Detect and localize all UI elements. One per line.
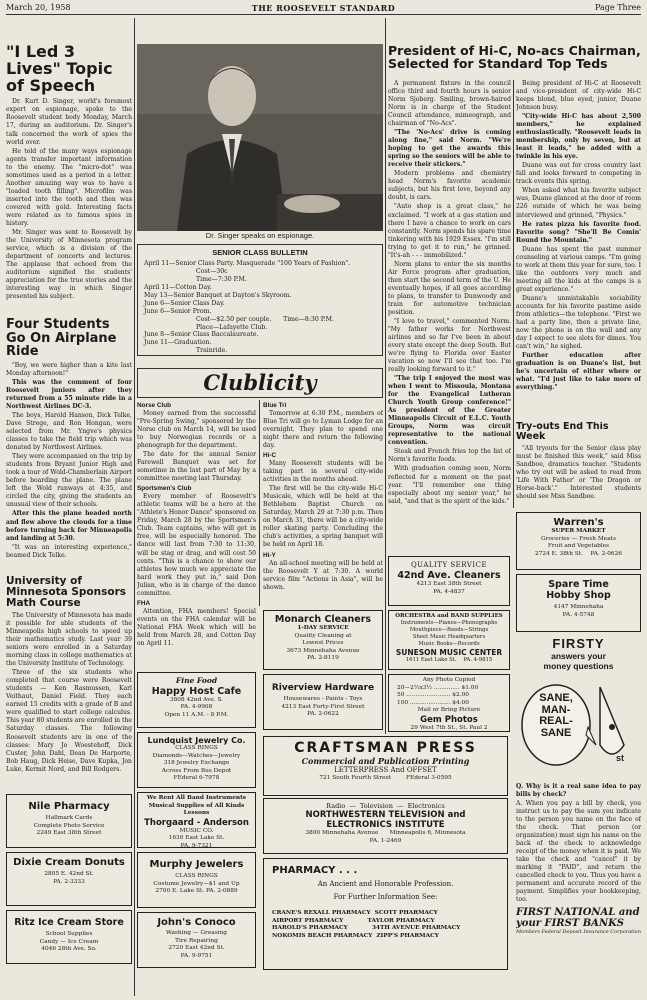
paragraph: "All tryouts for the Senior class play must be finished this week," said Miss Sandboe, dramatics teacher. "Students who try out will be asked to read from 'Life With Father' or 'The Dragon or Horse-back'." Interested students should see Miss Sandboe.: [516, 444, 641, 501]
ad-line: 50 ........................ $2.00: [397, 692, 469, 699]
paragraph: He rates pizza his favorite food. Favorite song? "She'll Be Comin' Round the Mountain.": [516, 220, 641, 244]
ad-line: PA. 4-4837: [433, 588, 465, 595]
ad-title: 42nd Ave. Cleaners: [397, 570, 501, 582]
story-top-teds-headline: [388, 44, 641, 80]
paragraph: With graduation coming soon, Norm reflected for a moment on the past year. "I'll remember one thing especially about my senior year," he said, "and that is the spirit of the kids.": [388, 465, 511, 505]
bubble-line: SANE: [540, 726, 572, 739]
paragraph: They were accompanied on the trip by students from Bryant Junior High and took a tour of Wold-Chamberlain Airport before boarding the plane. The plane left the Wold runways at 4:35, and circled the city, giving the students an unusual view of their schools.: [6, 453, 132, 509]
ad-line: 4213 East Forty-First Street: [281, 703, 365, 710]
ad-line: We Rent All Band Instruments Musical Supplies of All Kinds Lessons: [146, 795, 247, 817]
paragraph: This was the comment of four Roosevelt juniors after they returned from a 55 minute ride in a Northwest Airlines DC-3.: [6, 378, 132, 411]
firsty-question: Q. Why is it a real sane idea to pay bills by check?: [516, 783, 641, 799]
paragraph: Modern problems and chemistry head Norm's favorite academic subjects, but his first love, beyond any doubt, is cars.: [388, 170, 511, 202]
club-heading: Hi-Y: [263, 551, 276, 559]
bulletin-line: Cost—$2.50 per couple. Time—8:30 P.M.: [196, 315, 334, 323]
paragraph: The University of Minnesota has made it possible for able students of the Minneapolis high schools to speed up their mathematics study. Last year 39 seniors were enrolled in a Saturday morning class in college mathematics at the University Institute of Technology.: [6, 612, 132, 668]
headline: Four Students Go On Airplane Ride: [6, 318, 117, 360]
paragraph: After this the plane headed north and flew above the clouds for a time before turning back for Minneapolis and landing at 5:30.: [6, 510, 132, 542]
ad-line: 2805 E. 42nd St.: [44, 871, 94, 877]
paragraph: An all-school meeting will be held at the Roosevelt Y at 7:30. A world service film "Actions in Asia", will be shown.: [263, 559, 383, 591]
bulletin-line: June 11—Graduation.: [144, 339, 212, 347]
ad-happy-host-cafe: [137, 672, 256, 728]
ad-line: Fine Food: [175, 676, 218, 685]
ad-line: Washing — Greasing: [166, 930, 227, 936]
ad-line: An Ancient and Honorable Profession.: [317, 880, 454, 888]
bulletin-line: May 13—Senior Banquet at Dayton's Skyroom.: [144, 291, 292, 299]
ad-line: 721 South Fourth Street FEderal 3-0595: [319, 775, 452, 782]
svg-text:st: st: [616, 753, 625, 763]
pharmacy-list-line: CRANE'S REXALL PHARMACY SCOTT PHARMACY: [272, 910, 438, 917]
bulletin-line: April 11—Cotton Day.: [144, 283, 212, 291]
paragraph: When asked what his favorite subject was, Duane glanced at the door of room 226 outside of which he was being interviewed and grinned, "Physics.": [516, 187, 641, 219]
ad-riverview-hardware: [263, 674, 383, 730]
ad-title: Warren's: [553, 517, 604, 528]
ad-line: 1630 East Lake St.: [168, 835, 225, 842]
story-top-teds-duane: [516, 80, 641, 416]
ad-ritz-ice-cream: [6, 910, 132, 964]
ad-line: Candy — Ice Cream: [39, 938, 99, 945]
ad-line: Sheet Music Headquarters: [412, 633, 486, 640]
club-heading: Hi-C: [263, 452, 277, 460]
headline: Try-outs End This Week: [516, 422, 609, 442]
ad-title: Riverview Hardware: [271, 683, 375, 693]
paragraph: Mr. Singer was sent to Roosevelt by the University of Minnesota program service, which is a division of the department of concerts and lectures. The applause that echoed from the auditorium signified the students' appreciation for the true stories and the interesting way in which Singer presented his subject.: [6, 228, 132, 301]
ad-line: Mail or Bring Picture: [417, 707, 481, 714]
ad-thorgaard-anderson: [137, 792, 256, 848]
ad-line: 318 Jewelry Exchange: [163, 760, 230, 767]
clublicity-column-2: [263, 400, 383, 606]
ad-line: 4213 East 38th Street: [416, 581, 482, 588]
ad-title: John's Conoco: [157, 917, 236, 928]
bulletin-title: SENIOR CLASS BULLETIN: [212, 248, 308, 257]
paragraph: Tomorrow at 6:30 P.M., members of Blue Tri will go to Lyman Lodge for an overnight. They plan to spend one night there and return the following day.: [263, 410, 383, 450]
ad-line: 1-DAY SERVICE: [297, 625, 349, 631]
ad-line: PA. 9-7321: [180, 842, 213, 848]
ad-line: Complete Photo Service: [33, 822, 105, 829]
club-heading: FHA: [137, 599, 151, 607]
ad-johns-conoco: [137, 912, 256, 968]
ad-line: Mouthpiece—Reeds—Strings: [409, 627, 489, 634]
ad-line: 3800 Minnehaha Avenue Minneapolis 6, Minnesota: [305, 830, 466, 837]
paragraph: Dr. Kurt D. Singer, world's foremost expert on espionage, spoke to the Roosevelt student body Monday, March 17, during an auditorium. Dr. Singer's talk concerned the work of spies the world over.: [6, 98, 132, 146]
ad-line: LETTERPRESS And OFFSET: [334, 766, 437, 775]
ad-line: Instruments—Pianos—Phonographs: [400, 620, 498, 627]
ad-line: 3808 42nd Ave. S.: [169, 696, 224, 703]
headline: University of Minnesota Sponsors Math Course: [6, 576, 127, 610]
ad-lundquist-jewelry: [137, 732, 256, 788]
senior-class-bulletin: [137, 244, 383, 356]
ad-line: PA. 9-9751: [180, 952, 213, 959]
ad-title: Nile Pharmacy: [28, 801, 110, 812]
bubble-line: MAN-: [541, 703, 571, 716]
column-rule: [134, 18, 135, 996]
story-math-course: [6, 576, 132, 790]
column-rule: [385, 18, 386, 734]
ad-line: Costume Jewelry—$1 and Up: [153, 880, 240, 887]
ad-line: Groceries — Fresh Meats: [541, 535, 616, 542]
bulletin-line: Trainride.: [196, 347, 228, 355]
ad-title: Happy Host Cafe: [151, 685, 242, 697]
ad-suneson-music: [388, 610, 510, 670]
paragraph: The first will be the city-wide Hi-C Musicale, which will be held at the Bethlehem Baptist Church on Saturday, March 29 at 7:30 p.m. Then on March 31, there will be a city-wide roller skating party. Concluding the club's activities, a spring banquet will be held on April 18.: [263, 485, 383, 549]
paragraph: He told of the many ways espionage agents transfer important information to the enemy. The "micro-dot" was sometimes used as a period in a letter. Another amazing way was to have a "loaded tooth filling". Microfilm was inserted into the tooth and then was covered with gold. Interesting facts were related as to famous spies in history.: [6, 147, 132, 227]
ad-line: PA. 2-0622: [307, 711, 339, 718]
bank-name: FIRST NATIONAL and your FIRST BANKS: [516, 907, 640, 930]
paragraph: Duane was out for cross country last fall and looks forward to competing in track events this spring.: [516, 162, 641, 186]
headline: President of Hi-C, No-acs Chairman, Selected for Standard Top Teds: [388, 44, 641, 72]
ad-line: QUALITY SERVICE: [410, 561, 488, 569]
paragraph: Duane has spent the past summer counseling at various camps. "I'm going to work at them this year for sure, too. I like the outdoors very much and meeting all the kids at the camps is a great experience.": [516, 245, 641, 293]
ad-line: Hallmark Cards: [45, 815, 93, 821]
ad-line: Commercial and Publication Printing: [301, 756, 470, 766]
ad-title: SUNESON MUSIC CENTER: [395, 647, 503, 657]
ad-line: 2720 East 42nd St.: [168, 945, 225, 952]
ad-craftsman-press: [263, 736, 508, 796]
ad-line: 29 West 7th St., St. Paul 2: [410, 724, 488, 731]
ad-line: 3673 Minnehaha Avenue: [286, 647, 360, 654]
ad-monarch-cleaners: [263, 610, 383, 670]
ad-pharmacy: [263, 858, 508, 970]
ad-line: SUPER MARKET: [551, 528, 606, 534]
clublicity-column-1: [137, 400, 256, 668]
story-i-led-3-lives: [6, 44, 132, 312]
paragraph: "City-wide Hi-C has about 2,500 members," he explained enthusiastically. "Roosevelt leads in membership, only by seven, but at least it leads," he added with a twinkle in his eye.: [516, 113, 641, 161]
ad-nile-pharmacy: [6, 794, 132, 848]
club-heading: Sportsmen's Club: [137, 485, 192, 493]
ad-line: 1611 East Lake St. PA. 4-9815: [405, 656, 493, 663]
ad-line: Across From Bus Depot: [161, 767, 232, 774]
ad-line: Music Books—Records: [418, 640, 480, 647]
pharmacy-list-line: NOKOMIS BEACH PHARMACY ZIPP'S PHARMACY: [272, 932, 439, 939]
issue-date: March 20, 1958: [6, 3, 71, 12]
ad-line: Open 11 A.M. - 8 P.M.: [164, 711, 229, 718]
bulletin-line: Time—7:30 P.M.: [196, 275, 247, 283]
paper-name: THE ROOSEVELT STANDARD: [251, 3, 396, 13]
speech-bubble: [524, 693, 588, 739]
ad-title: Ritz Ice Cream Store: [14, 917, 124, 928]
column-rule: [259, 400, 260, 606]
story-top-teds-norm: [388, 80, 511, 550]
ad-line: Quality Cleaning at: [294, 632, 352, 639]
paragraph: "It was an interesting experience," beamed Dick Telke.: [6, 543, 132, 559]
paragraph: A permanent fixture in the council office third and fourth hours is senior Norm Sjoberg. Smiling, brown-haired Norm is in charge of the Student Council attendance, mimeograph, and chairman of "No-Acs".: [388, 80, 511, 128]
ad-line: 4046 28th Ave. So.: [41, 946, 97, 953]
ad-line: ORCHESTRA and BAND SUPPLIES: [395, 613, 503, 619]
photo-illustration: [137, 44, 383, 231]
paragraph: Being president of Hi-C at Roosevelt and vice-president of city-wide Hi-C keeps blond, blue eyed, junior, Duane Johnson busy.: [516, 80, 641, 112]
paragraph: Many Roosevelt students will be taking part in several city-wide activities in the months ahead.: [263, 460, 383, 484]
ad-line: Housewares - Paints - Toys: [283, 696, 363, 702]
ad-line: 100 ...................... $4.00: [397, 699, 469, 706]
pharmacy-list-line: HAROLD'S PHARMACY 34TH AVENUE PHARMACY: [272, 925, 461, 932]
club-heading: Blue Tri: [263, 402, 287, 409]
ad-murphy-jewelers: [137, 852, 256, 908]
photo-dr-singer: [137, 44, 383, 231]
ad-line: PA. 4-9908: [180, 704, 213, 711]
bulletin-line: June 8—Senior Class Baccalaureate.: [144, 331, 259, 339]
paragraph: The boys, Harold Hanson, Dick Telke, Dave Strege, and Ron Hongan, were selected from Mr. Yngve's physics classes to take the field trip which was donated by Northwest Airlines.: [6, 412, 132, 452]
ad-title: FIRSTY: [552, 636, 605, 651]
ad-title: PHARMACY . . .: [272, 865, 358, 876]
story-tryouts: [516, 422, 641, 508]
ad-line: PA. 2-3333: [53, 878, 85, 885]
ad-northwestern-institute: [263, 798, 508, 854]
firsty-answer: A. When you pay a bill by check, you instruct us to pay the sum you indicate to the person you name on the face of the check. That person (or organization) must sign his name on the back of the check to acknowledge receipt of the money when it is paid. We take the check and "cancel" it by marking it "PAID", and return the cancelled check to you. Thus you have a permanent and accurate record of the payment. Simplifies your bookkeeping, too.: [516, 800, 641, 904]
ad-line: Radio — Television — Electronics: [326, 802, 445, 810]
bubble-line: REAL-: [539, 715, 573, 728]
ad-line: 20—2½x3½ .............. $1.00: [397, 684, 479, 691]
ad-title: Murphy Jewelers: [149, 859, 244, 870]
paragraph: Money earned from the successful "Pre-Spring Swing," sponsored by the Norse club on March 14, will be used to buy Norwegian records or a phonograph for the department.: [137, 410, 256, 450]
paragraph: "Auto shop is a great class," he exclaimed. "I work at a gas station and there I have a chance to work on cars constantly. Norm spends his spare time tinkering with his 1929 Essex. "I'm still trying to get it to run," he grinned. "It's-ah - - - immobilized.": [388, 203, 511, 259]
page-number: Page Three: [595, 3, 641, 12]
paragraph: "The trip I enjoyed the most was when I went to Missoula, Montana for the Evangelical Lutheran Church Youth Group conference!" As president of the Greater Minneapolis Circuit of E.L.C. Youth Groups, Norm was circuit representative to the national convention.: [388, 375, 511, 447]
ad-line: money questions: [543, 661, 614, 671]
bulletin-line: June 6—Senior Class Day.: [144, 299, 225, 307]
ad-title: Spare Time Hobby Shop: [546, 579, 611, 601]
ad-title: NORTHWESTERN TELEVISION and ELECTRONICS INSTITUTE: [305, 810, 466, 831]
ad-warrens-super-market: [516, 512, 641, 570]
ad-firsty-first-national: [516, 636, 641, 994]
ad-line: Diamonds—Watches—Jewelry: [152, 752, 241, 759]
ad-line: For Further Information See:: [333, 893, 438, 902]
ad-line: answers your: [551, 651, 606, 661]
paragraph: Three of the six students who completed that course were Roosevelt students — Ken Rasmussen, Karl Veithaut, Daniel Field. They each earned 15 credits with a grade of B and were qualified to start college calculus. This year 80 students are enrolled in the Saturday classes. The following Roosevelt students are in one of the classes: Mary Jo Woestehoff, Dick Custer, John Dahl, Dean De Harporte, Bob Haug, Dick Heise, Dave Kupka, Jon Luke, Kermit Nord, and Bill Rodgers.: [6, 669, 132, 773]
clublicity-title: Clublicity: [203, 370, 317, 395]
ad-line: FEderal 6-7978: [173, 775, 220, 782]
ad-42nd-ave-cleaners: [388, 556, 510, 606]
firsty-mascot: [516, 675, 641, 779]
paragraph: Duane's unmistakable sociability accounts for his favorite pastime aside from athletics—the telephone. "First we had a party line, then a private line, now the phone is on the wall and any day I expect to see slots for dimes. You can't win," he sighed.: [516, 294, 641, 350]
ad-line: MUSIC CO.: [179, 827, 214, 834]
masthead: [6, 0, 641, 15]
bubble-line: SANE,: [539, 692, 573, 704]
ad-line: Lowest Prices: [302, 640, 344, 647]
ad-title: Dixie Cream Donuts: [13, 857, 125, 868]
paragraph: The date for the annual Senior Farewell Banquet was set for sometime in the last part of May by a committee meeting last Thursday.: [137, 451, 256, 483]
ad-line: PA. 4-5748: [562, 611, 595, 618]
paragraph: "The 'No-Acs' drive is coming along fine," said Norm. "We're hoping to get the awards this spring so the seniors will be able to receive their stickers.": [388, 129, 511, 169]
bulletin-line: June 6—Senior Prom.: [144, 307, 212, 315]
bulletin-line: April 11—Senior Class Party. Masquerade "100 Years of Fashion".: [144, 260, 351, 267]
paragraph: "I love to travel," commented Norm. "My father works for Northwest airlines and so far I've been in about every state except the deep South. But we're flying to Florida over Easter vacation so now I'll see that too. I'm really looking forward to it.": [388, 317, 511, 374]
ad-title: Gem Photos: [420, 714, 478, 725]
column-rule: [513, 80, 514, 508]
club-heading: Norse Club: [137, 402, 172, 409]
paragraph: Attention, FHA members! Special events on the FHA calendar will be National FHA Week which will be held from March 28, and Cotton Day on April 11.: [137, 607, 256, 647]
ad-line: Any Photo Copied: [422, 677, 476, 683]
bulletin-line: Place—Lafayette Club.: [196, 323, 268, 331]
ad-title: Lundquist Jewelry Co.: [147, 736, 246, 745]
ad-line: PA. 1-2469: [369, 837, 402, 844]
paragraph: Every member of Roosevelt's athletic teams will be a hero at the "Athlete's Honor Dance" sponsored on Friday, March 28 by the Sportsmen's Club. Team captains, who will get in free, will be especially honored. The dance will last from 7:30 to 11:30, will be stag or drag, and will cost 50 cents. "This is a chance to show our athletes how much we appreciate the hard work they put in," said Don Julian, who is in charge of the dance committee.: [137, 493, 256, 597]
ad-line: 4147 Minnehaha: [553, 604, 604, 610]
ad-title: Thorgaard - Anderson: [144, 817, 249, 828]
ad-gem-photos: [388, 674, 510, 732]
ad-line: Fruit and Vegetables: [547, 543, 610, 550]
ad-line: 2249 East 38th Street: [36, 830, 102, 837]
ad-line: 2724 E. 38th St. PA. 2-0626: [535, 550, 622, 557]
paragraph: Norm plans to enter the six months Air Force program after graduation, then start the second term of the U. He eventually hopes, if all goes according to plans, to transfer to Dunwoody and train for automotive technician position.: [388, 260, 511, 316]
pharmacy-list-line: AIRPORT PHARMACY TAYLOR PHARMACY: [272, 917, 435, 924]
ad-line: 2700 E. Lake St. PA. 2-0889: [155, 888, 238, 895]
paragraph: Further education after graduation is on Duane's list, but he's uncertain of either where or what. "I'd just like to take more of everything.": [516, 352, 641, 392]
paragraph: "Boy, we were higher than a kite last Monday afternoon!": [6, 361, 132, 377]
bulletin-line: Cost—30c: [196, 267, 228, 275]
ad-line: CLASS RINGS: [175, 745, 218, 751]
bank-fine-print: Members Federal Deposit Insurance Corporation: [516, 929, 641, 936]
ad-dixie-cream: [6, 852, 132, 906]
photo-caption: Dr. Singer speaks on espionage.: [205, 231, 315, 240]
ad-title: CRAFTSMAN PRESS: [294, 740, 477, 756]
ad-line: PA. 2-8119: [307, 655, 339, 662]
paragraph: Steak and French fries top the list of Norm's favorite foods.: [388, 448, 511, 464]
clublicity-banner: [137, 368, 383, 398]
ad-line: School Supplies: [45, 931, 93, 937]
story-airplane-ride: [6, 318, 132, 572]
ad-title: Monarch Cleaners: [274, 614, 372, 625]
ad-line: CLASS RINGS: [175, 873, 218, 879]
ad-spare-time-hobby: [516, 574, 641, 632]
headline: "I Led 3 Lives" Topic of Speech: [6, 44, 113, 95]
ad-line: Tire Repairing: [175, 937, 218, 944]
